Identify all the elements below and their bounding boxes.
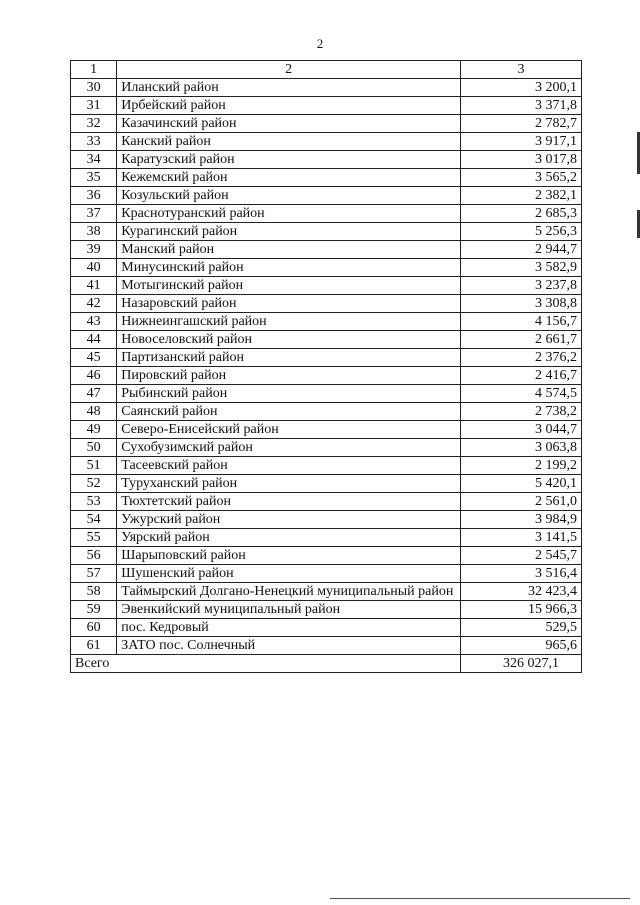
row-number: 32 [71, 115, 117, 133]
amount-value: 3 200,1 [460, 79, 581, 97]
municipality-name: Назаровский район [117, 295, 461, 313]
table-row [71, 169, 582, 187]
amount-value: 3 237,8 [460, 277, 581, 295]
municipality-name: Краснотуранский район [117, 205, 461, 223]
row-number: 57 [71, 565, 117, 583]
row-number: 49 [71, 421, 117, 439]
amount-value: 3 371,8 [460, 97, 581, 115]
row-number: 30 [71, 79, 117, 97]
municipality-name: Нижнеингашский район [117, 313, 461, 331]
table-body [71, 61, 582, 673]
row-number: 56 [71, 547, 117, 565]
municipality-name: Кежемский район [117, 169, 461, 187]
amount-value: 4 156,7 [460, 313, 581, 331]
budget-table [70, 60, 582, 673]
amount-value: 3 516,4 [460, 565, 581, 583]
amount-value: 2 661,7 [460, 331, 581, 349]
row-number: 48 [71, 403, 117, 421]
municipality-name: Минусинский район [117, 259, 461, 277]
table-row [71, 619, 582, 637]
amount-value: 3 141,5 [460, 529, 581, 547]
table-row [71, 313, 582, 331]
table-row [71, 241, 582, 259]
row-number: 43 [71, 313, 117, 331]
table-row [71, 349, 582, 367]
table-row [71, 367, 582, 385]
amount-value: 2 782,7 [460, 115, 581, 133]
row-number: 35 [71, 169, 117, 187]
amount-value: 2 382,1 [460, 187, 581, 205]
amount-value: 2 685,3 [460, 205, 581, 223]
total-value: 326 027,1 [460, 655, 581, 673]
amount-value: 2 944,7 [460, 241, 581, 259]
row-number: 47 [71, 385, 117, 403]
amount-value: 3 044,7 [460, 421, 581, 439]
row-number: 33 [71, 133, 117, 151]
municipality-name: Эвенкийский муниципальный район [117, 601, 461, 619]
scan-bottom-mark [330, 898, 630, 899]
total-label: Всего [71, 655, 461, 673]
municipality-name: Ирбейский район [117, 97, 461, 115]
table-row [71, 115, 582, 133]
table-row [71, 223, 582, 241]
table-row [71, 97, 582, 115]
municipality-name: Туруханский район [117, 475, 461, 493]
header-col-2: 2 [117, 61, 461, 79]
municipality-name: Козульский район [117, 187, 461, 205]
table-row [71, 79, 582, 97]
municipality-name: Рыбинский район [117, 385, 461, 403]
municipality-name: Шарыповский район [117, 547, 461, 565]
row-number: 38 [71, 223, 117, 241]
table-row [71, 601, 582, 619]
table-row [71, 457, 582, 475]
table-row [71, 331, 582, 349]
amount-value: 2 545,7 [460, 547, 581, 565]
municipality-name: Тюхтетский район [117, 493, 461, 511]
table-row [71, 529, 582, 547]
table-row [71, 187, 582, 205]
row-number: 53 [71, 493, 117, 511]
table-row [71, 547, 582, 565]
municipality-name: Пировский район [117, 367, 461, 385]
amount-value: 15 966,3 [460, 601, 581, 619]
municipality-name: Канский район [117, 133, 461, 151]
municipality-name: Иланский район [117, 79, 461, 97]
table-row [71, 493, 582, 511]
row-number: 40 [71, 259, 117, 277]
amount-value: 2 199,2 [460, 457, 581, 475]
amount-value: 3 984,9 [460, 511, 581, 529]
row-number: 31 [71, 97, 117, 115]
row-number: 52 [71, 475, 117, 493]
amount-value: 2 376,2 [460, 349, 581, 367]
row-number: 46 [71, 367, 117, 385]
amount-value: 529,5 [460, 619, 581, 637]
municipality-name: Партизанский район [117, 349, 461, 367]
municipality-name: Мотыгинский район [117, 277, 461, 295]
table-row [71, 295, 582, 313]
municipality-name: Таймырский Долгано-Ненецкий муниципальный район [117, 583, 461, 601]
municipality-name: Шушенский район [117, 565, 461, 583]
table-row [71, 511, 582, 529]
row-number: 58 [71, 583, 117, 601]
table-row [71, 439, 582, 457]
table-row [71, 277, 582, 295]
table-row [71, 403, 582, 421]
table-row [71, 583, 582, 601]
municipality-name: Саянский район [117, 403, 461, 421]
amount-value: 3 565,2 [460, 169, 581, 187]
municipality-name: Сухобузимский район [117, 439, 461, 457]
row-number: 51 [71, 457, 117, 475]
table-row [71, 259, 582, 277]
row-number: 61 [71, 637, 117, 655]
row-number: 37 [71, 205, 117, 223]
row-number: 42 [71, 295, 117, 313]
row-number: 36 [71, 187, 117, 205]
amount-value: 3 917,1 [460, 133, 581, 151]
table-row [71, 637, 582, 655]
table-header-row [71, 61, 582, 79]
page-number: 2 [316, 36, 324, 51]
amount-value: 4 574,5 [460, 385, 581, 403]
row-number: 34 [71, 151, 117, 169]
municipality-name: Каратузский район [117, 151, 461, 169]
amount-value: 2 738,2 [460, 403, 581, 421]
amount-value: 965,6 [460, 637, 581, 655]
row-number: 41 [71, 277, 117, 295]
amount-value: 5 256,3 [460, 223, 581, 241]
table-row [71, 565, 582, 583]
table-row [71, 205, 582, 223]
row-number: 55 [71, 529, 117, 547]
amount-value: 2 561,0 [460, 493, 581, 511]
amount-value: 3 017,8 [460, 151, 581, 169]
row-number: 44 [71, 331, 117, 349]
municipality-name: Северо-Енисейский район [117, 421, 461, 439]
amount-value: 3 063,8 [460, 439, 581, 457]
municipality-name: ЗАТО пос. Солнечный [117, 637, 461, 655]
amount-value: 2 416,7 [460, 367, 581, 385]
municipality-name: Курагинский район [117, 223, 461, 241]
table-row [71, 385, 582, 403]
row-number: 59 [71, 601, 117, 619]
table-row [71, 133, 582, 151]
municipality-name: Уярский район [117, 529, 461, 547]
header-col-3: 3 [460, 61, 581, 79]
total-row [71, 655, 582, 673]
row-number: 54 [71, 511, 117, 529]
amount-value: 5 420,1 [460, 475, 581, 493]
amount-value: 3 308,8 [460, 295, 581, 313]
row-number: 39 [71, 241, 117, 259]
table-row [71, 151, 582, 169]
municipality-name: Ужурский район [117, 511, 461, 529]
row-number: 50 [71, 439, 117, 457]
amount-value: 32 423,4 [460, 583, 581, 601]
municipality-name: Манский район [117, 241, 461, 259]
header-col-1: 1 [71, 61, 117, 79]
row-number: 60 [71, 619, 117, 637]
municipality-name: пос. Кедровый [117, 619, 461, 637]
table-row [71, 475, 582, 493]
municipality-name: Тасеевский район [117, 457, 461, 475]
row-number: 45 [71, 349, 117, 367]
municipality-name: Казачинский район [117, 115, 461, 133]
municipality-name: Новоселовский район [117, 331, 461, 349]
table-row [71, 421, 582, 439]
amount-value: 3 582,9 [460, 259, 581, 277]
